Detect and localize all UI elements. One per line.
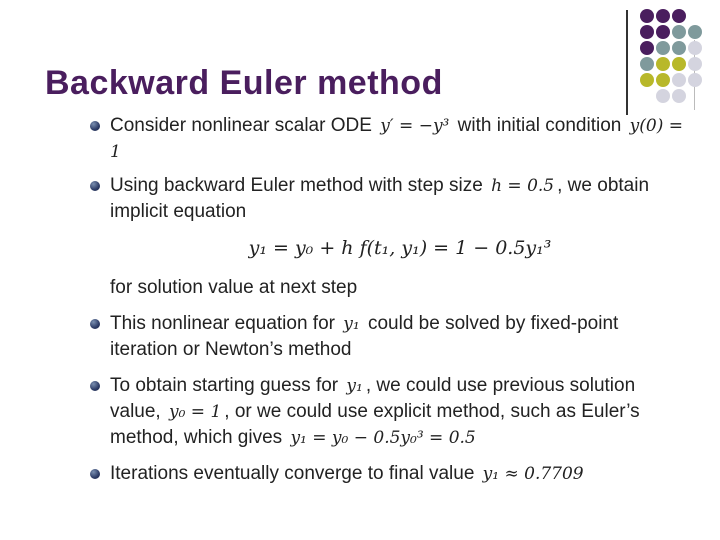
- decorative-dot: [656, 9, 670, 23]
- math-expression: y′ = −y³: [380, 116, 450, 136]
- decorative-dot: [672, 57, 686, 71]
- slide-title: Backward Euler method: [45, 64, 443, 102]
- decorative-dot: [640, 73, 654, 87]
- decorative-dot: [688, 41, 702, 55]
- decorative-dot: [656, 89, 670, 103]
- decorative-dot: [688, 57, 702, 71]
- bullet-list: [90, 113, 690, 490]
- bullet-icon: [90, 121, 100, 131]
- decorative-dot: [640, 57, 654, 71]
- decorative-dot: [656, 57, 670, 71]
- bullet-icon: [90, 381, 100, 391]
- continuation-text: for solution value at next step: [110, 277, 358, 298]
- bullet-item: [90, 461, 690, 487]
- decorative-dot: [640, 9, 654, 23]
- text: , we could use previous solution value,: [110, 375, 636, 422]
- math-expression: y₀ = 1: [168, 402, 222, 422]
- bullet-item: [90, 373, 690, 451]
- math-expression: y₁ = y₀ − 0.5y₀³ = 0.5: [290, 428, 476, 448]
- math-expression: y₁ ≈ 0.7709: [482, 464, 584, 484]
- decorative-dot: [656, 25, 670, 39]
- text: Iterations eventually converge to final value: [110, 463, 475, 484]
- bullet-icon: [90, 469, 100, 479]
- math-expression: y₁: [343, 314, 360, 334]
- bullet-icon: [90, 319, 100, 329]
- text: with initial condition: [457, 115, 622, 136]
- decorative-dot: [672, 89, 686, 103]
- display-equation: y₁ = y₀ + h f(t₁, y₁) = 1 − 0.5y₁³: [248, 237, 552, 259]
- decorative-dot: [672, 41, 686, 55]
- decorative-dot: [672, 73, 686, 87]
- decorative-dot: [656, 73, 670, 87]
- text: To obtain starting guess for: [110, 375, 339, 396]
- text: , or we could use explicit method, such as Euler’s method, which gives: [110, 401, 640, 448]
- math-expression: y₁: [346, 376, 363, 396]
- text: could be solved by fixed-point iteration or Newton’s method: [110, 313, 619, 360]
- text: Consider nonlinear scalar ODE: [110, 115, 372, 136]
- math-expression: h = 0.5: [491, 176, 555, 196]
- bullet-item: [90, 173, 690, 225]
- bullet-icon: [90, 181, 100, 191]
- decorative-dot: [672, 25, 686, 39]
- decorative-dot: [640, 25, 654, 39]
- bullet-item: [90, 113, 690, 165]
- text: , we obtain implicit equation: [110, 175, 650, 222]
- decorative-dot: [688, 73, 702, 87]
- text: This nonlinear equation for: [110, 313, 335, 334]
- text: Using backward Euler method with step size: [110, 175, 483, 196]
- decorative-dot: [688, 25, 702, 39]
- divider-line-left: [626, 10, 628, 115]
- bullet-item: [90, 311, 690, 363]
- math-expression: y(0) = 1: [110, 116, 683, 162]
- decorative-dot: [656, 41, 670, 55]
- decorative-dot: [672, 9, 686, 23]
- decorative-dot: [640, 41, 654, 55]
